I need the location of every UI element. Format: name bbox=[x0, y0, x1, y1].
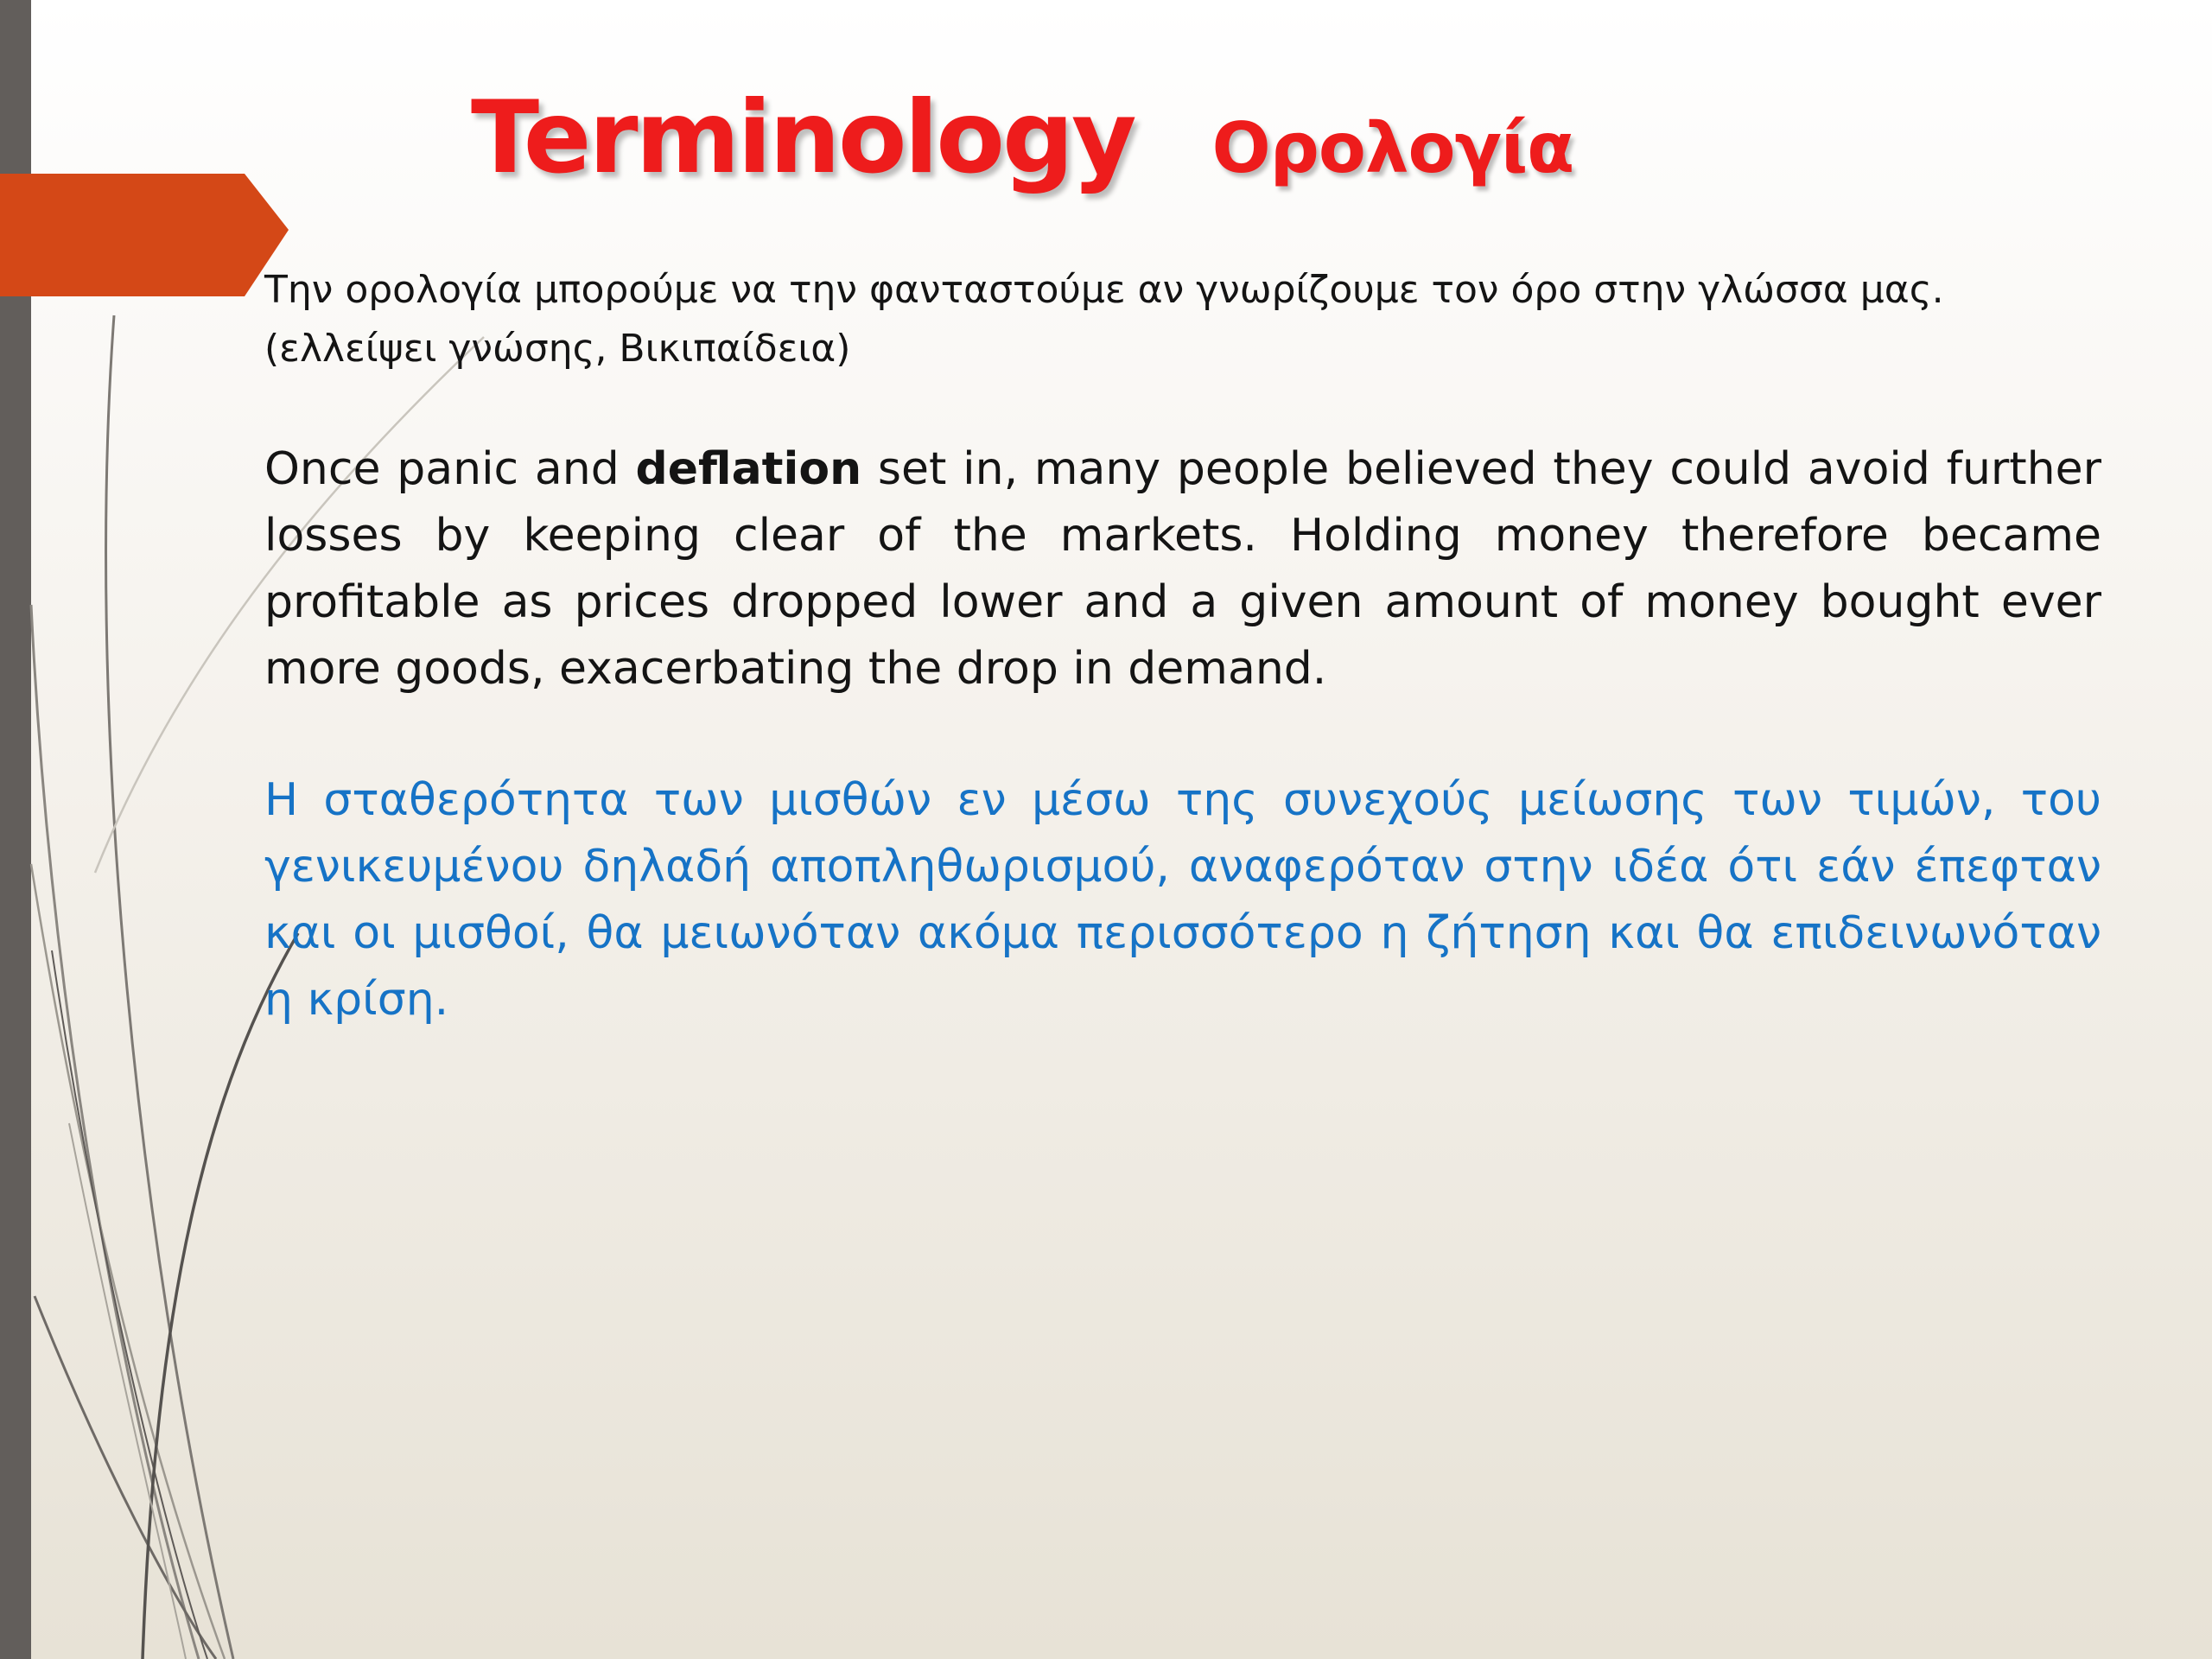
orange-arrow-tab bbox=[0, 0, 294, 302]
intro-line-1: Την ορολογία μπορούμε να την φανταστούμε αν γνωρίζουμε τον όρο στην γλώσσα μας. bbox=[264, 268, 1944, 312]
english-paragraph-rest: set in, many people believed they could avoid further losses by keeping clear of the markets. Holding money therefore became profitable as prices dropped lower and a given amount of money bought ever more goods, exacerbating the drop in demand. bbox=[264, 443, 2101, 695]
title-greek: Ορολογία bbox=[1211, 108, 1574, 188]
english-paragraph-start: Once panic and bbox=[264, 443, 636, 495]
term-deflation: deflation bbox=[635, 443, 862, 495]
title-english: Terminology bbox=[471, 79, 1135, 196]
slide-title bbox=[471, 78, 1573, 198]
intro-line-2: (ελλείψει γνώσης, Βικιπαίδεια) bbox=[264, 327, 851, 371]
greek-paragraph: Η σταθερότητα των μισθών εν μέσω της συνεχούς μείωσης των τιμών, του γενικευμένου δηλαδή αποπληθωρισμού, αναφερόταν στην ιδέα ότι εάν έπεφταν και οι μισθοί, θα μειωνόταν ακόμα περισσότερο η ζήτηση και θα επιδεινωνόταν η κρίση. bbox=[264, 774, 2101, 1026]
intro-text bbox=[264, 261, 2165, 378]
english-paragraph bbox=[264, 436, 2101, 702]
